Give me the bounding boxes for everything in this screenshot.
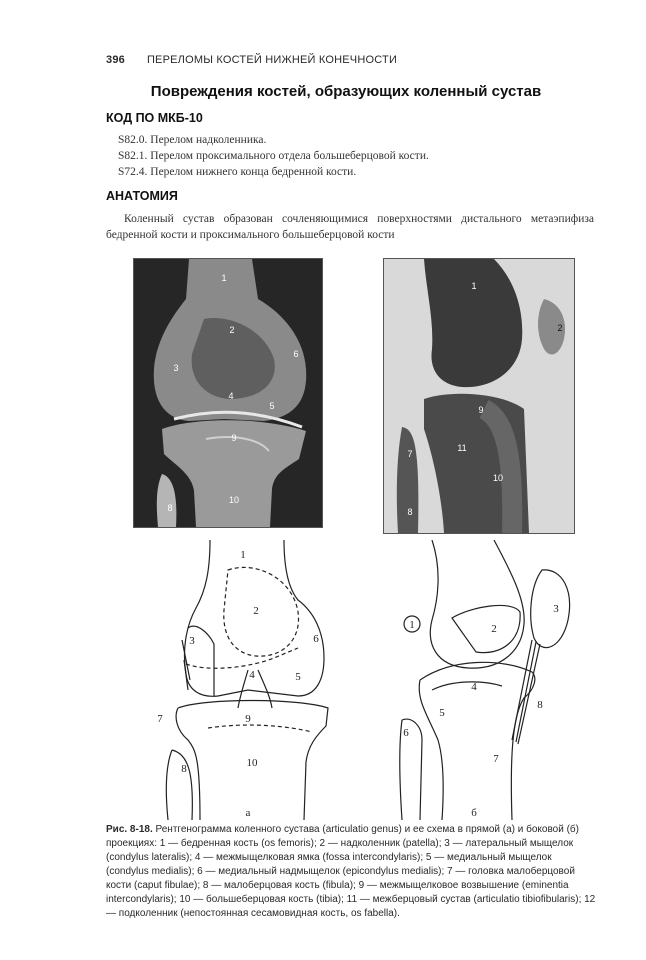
xray-lateral-image: [384, 259, 574, 533]
xray-b-label-11: 11: [457, 443, 467, 453]
figure-caption-text: Рентгенограмма коленного сустава (articulatio genus) и ее схема в прямой (а) и боковой (б) проекциях: 1 — бедренная кость (os femoris); 2 — надколенник (patella); 3 — латеральный мыщелок (condylus lateralis); 4 — межмыщелковая ямка (fossa intercondylaris); 5 — медиальный мыщелок (condylus medialis); 6 — медиальный надмыщелок (epicondylus medialis); 7 — головка малоберцовой кости (caput fibulae); 8 — малоберцовая кость (fibula); 9 — межмыщелковое возвышение (eminentia intercondylaris); 10 — большеберцовая кость (tibia); 11 — межберцовый сустав (articulatio tibiofibularis); 12 — подколенник (непостоянная сесамовидная кость, os fabella).: [106, 824, 596, 919]
schema-b-label-3: 3: [553, 603, 559, 615]
xray-b-label-8: 8: [407, 507, 413, 517]
xray-a-label-8: 8: [167, 503, 173, 513]
figure-ref: Рис. 8-18.: [106, 824, 153, 835]
icd-heading: КОД ПО МКБ-10: [106, 111, 203, 125]
xray-a-label-6: 6: [293, 349, 299, 359]
schema-b-label-8: 8: [537, 699, 543, 711]
schema-a-label-5: 5: [295, 671, 301, 683]
schema-a-label-8: 8: [181, 763, 187, 775]
schema-b-label-2: 2: [491, 623, 497, 635]
schema-a-label-6: 6: [313, 633, 319, 645]
schema-a-label-10: 10: [246, 757, 258, 769]
schema-b-label-7: 7: [493, 753, 499, 765]
xray-b-label-9: 9: [478, 405, 484, 415]
xray-b-label-7: 7: [407, 449, 413, 459]
icd-code-item: S72.4. Перелом нижнего конца бедренной кости.: [118, 166, 357, 178]
xray-b-label-1: 1: [471, 281, 477, 291]
xray-a-label-2: 2: [229, 325, 235, 335]
xray-a-label-10: 10: [228, 495, 240, 505]
icd-code-item: S82.1. Перелом проксимального отдела большеберцовой кости.: [118, 150, 429, 162]
schema-a-label-4: 4: [249, 669, 255, 681]
xray-b-label-10: 10: [492, 473, 504, 483]
schema-b-label-5: 5: [439, 707, 445, 719]
running-head-title: ПЕРЕЛОМЫ КОСТЕЙ НИЖНЕЙ КОНЕЧНОСТИ: [146, 54, 398, 66]
figure-caption: [106, 823, 596, 921]
xray-a-label-5: 5: [269, 401, 275, 411]
icd-code-list: [118, 132, 578, 180]
schema-a-label-7: 7: [157, 713, 163, 725]
schema-b-label-1: 1: [409, 619, 415, 631]
xray-lateral: [383, 258, 575, 534]
schema-b-label-6: 6: [403, 727, 409, 739]
xray-a-label-4: 4: [228, 391, 234, 401]
xray-b-label-2: 2: [557, 323, 563, 333]
schema-a-label-3: 3: [189, 635, 195, 647]
running-head: [106, 54, 586, 66]
schema-a-label-2: 2: [253, 605, 259, 617]
schema-b-label-4: 4: [471, 681, 477, 693]
chapter-title: Повреждения костей, образующих коленный сустав: [150, 83, 542, 100]
anatomy-paragraph: Коленный сустав образован сочленяющимися поверхностями дистального метаэпифиза бедренной кости и проксимального большеберцовой кости: [106, 213, 594, 241]
xray-frontal: [133, 258, 323, 528]
xray-frontal-image: [134, 259, 322, 527]
schema-lateral: [392, 540, 592, 820]
icd-code-item: S82.0. Перелом надколенника.: [118, 134, 267, 146]
panel-letter-b: б: [471, 807, 477, 819]
schema-frontal: [148, 540, 348, 820]
xray-a-label-9: 9: [231, 433, 237, 443]
schema-frontal-drawing: [148, 540, 348, 820]
panel-letter-a: а: [245, 807, 251, 819]
schema-a-label-9: 9: [245, 713, 251, 725]
page-number: 396: [106, 54, 125, 66]
schema-lateral-drawing: [392, 540, 592, 820]
anatomy-heading: АНАТОМИЯ: [106, 189, 178, 203]
xray-a-label-3: 3: [173, 363, 179, 373]
schema-a-label-1: 1: [240, 549, 246, 561]
xray-a-label-1: 1: [221, 273, 227, 283]
